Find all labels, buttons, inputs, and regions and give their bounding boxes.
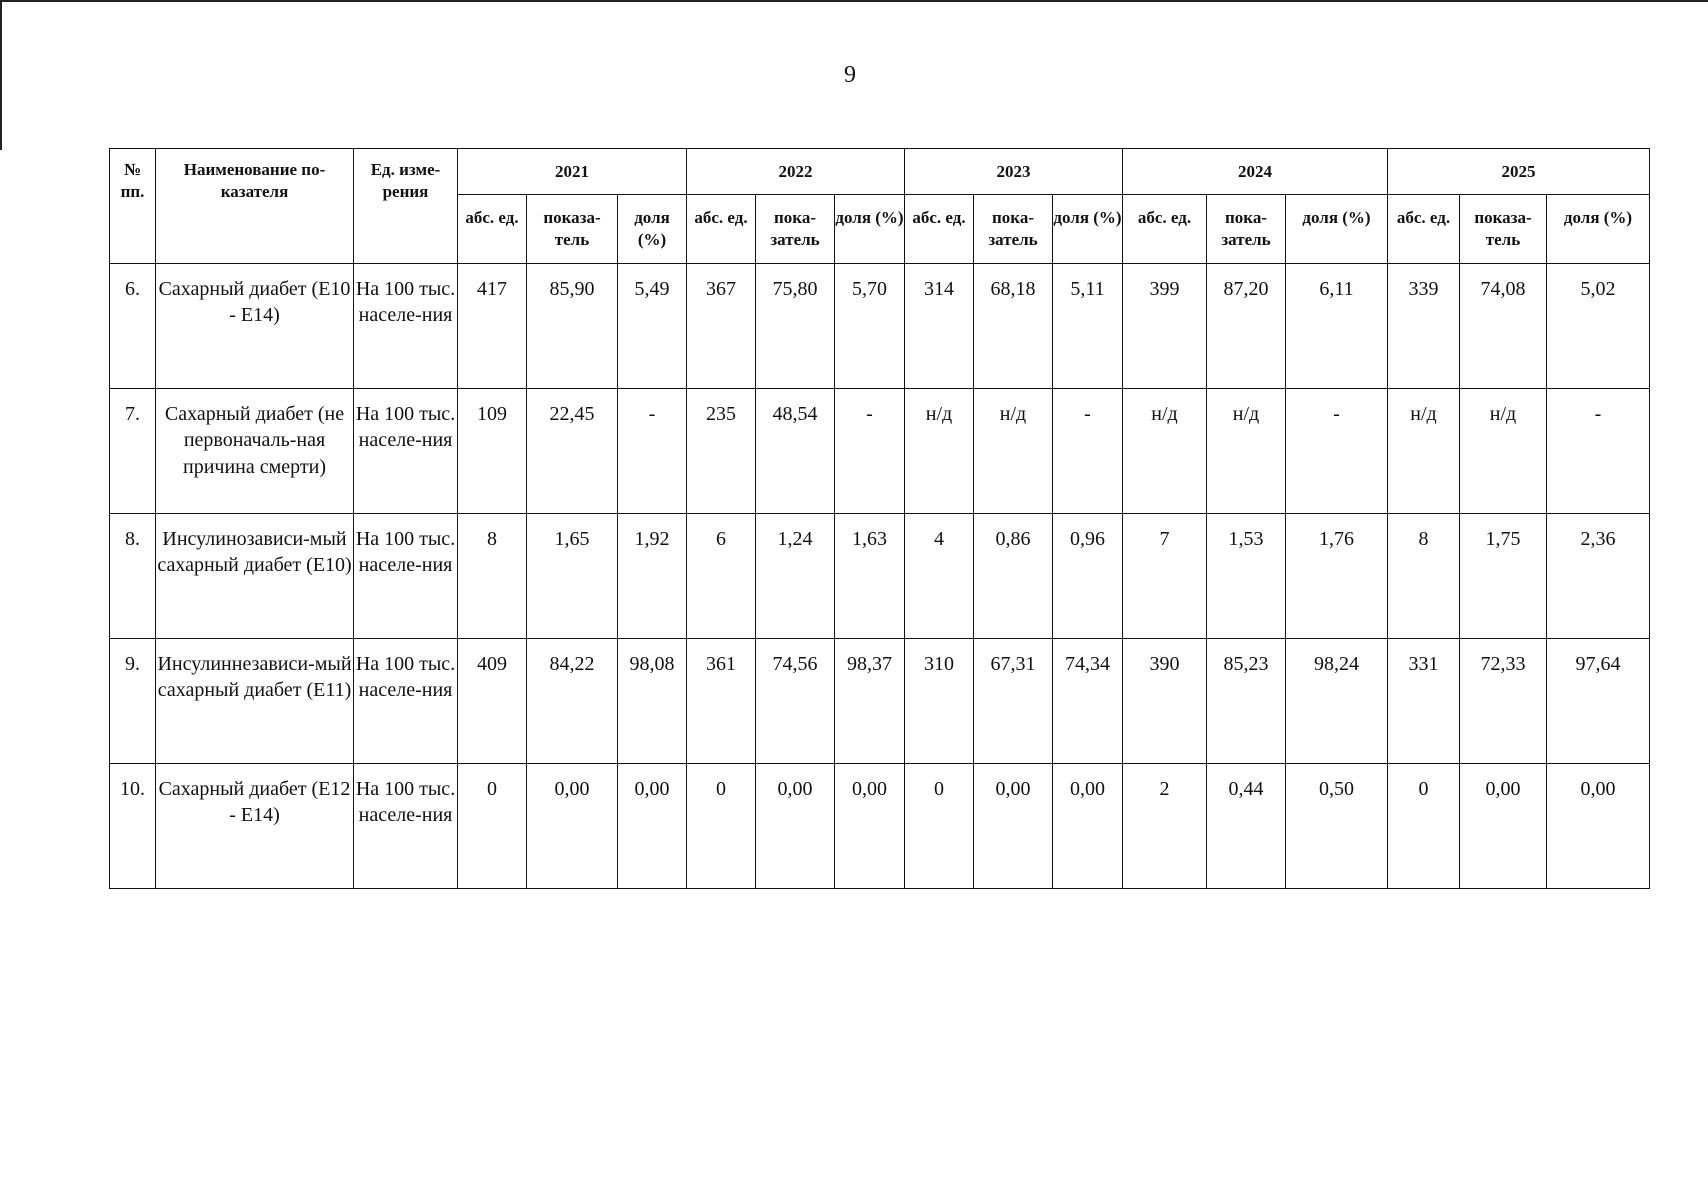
header-share: доля (%) (618, 195, 687, 264)
header-year: 2021 (458, 149, 687, 195)
value-cell: 6,11 (1286, 264, 1388, 389)
value-cell: н/д (974, 389, 1053, 514)
value-cell: 0,00 (527, 764, 618, 889)
value-cell: 109 (458, 389, 527, 514)
header-num: № пп. (110, 149, 156, 264)
value-cell: 85,23 (1207, 639, 1286, 764)
value-cell: 0,00 (1460, 764, 1547, 889)
header-rate: пока-затель (756, 195, 835, 264)
value-cell: 48,54 (756, 389, 835, 514)
header-abs: абс. ед. (1388, 195, 1460, 264)
value-cell: - (618, 389, 687, 514)
value-cell: 4 (905, 514, 974, 639)
header-unit: Ед. изме-рения (354, 149, 458, 264)
header-share: доля (%) (1547, 195, 1650, 264)
header-rate: показа-тель (527, 195, 618, 264)
value-cell: 0,50 (1286, 764, 1388, 889)
value-cell: 0,00 (618, 764, 687, 889)
value-cell: - (835, 389, 905, 514)
header-share: доля (%) (1286, 195, 1388, 264)
value-cell: 0,96 (1053, 514, 1123, 639)
table-row (110, 389, 1650, 514)
value-cell: 22,45 (527, 389, 618, 514)
value-cell: 74,08 (1460, 264, 1547, 389)
value-cell: 0,00 (835, 764, 905, 889)
value-cell: 0,86 (974, 514, 1053, 639)
header-abs: абс. ед. (905, 195, 974, 264)
value-cell: 98,37 (835, 639, 905, 764)
header-year: 2024 (1123, 149, 1388, 195)
value-cell: н/д (1460, 389, 1547, 514)
row-number: 7. (110, 389, 156, 514)
indicator-name: Инсулиннезависи-мый сахарный диабет (Е11) (156, 639, 354, 764)
value-cell: 2,36 (1547, 514, 1650, 639)
value-cell: 0,00 (974, 764, 1053, 889)
value-cell: 0,44 (1207, 764, 1286, 889)
value-cell: 5,02 (1547, 264, 1650, 389)
header-rate: пока-затель (1207, 195, 1286, 264)
header-share: доля (%) (835, 195, 905, 264)
value-cell: 5,11 (1053, 264, 1123, 389)
value-cell: 361 (687, 639, 756, 764)
value-cell: 417 (458, 264, 527, 389)
indicator-name: Сахарный диабет (Е12 - Е14) (156, 764, 354, 889)
value-cell: 8 (458, 514, 527, 639)
indicator-name: Сахарный диабет (не первоначаль-ная причина смерти) (156, 389, 354, 514)
indicator-table (109, 148, 1650, 889)
header-year: 2022 (687, 149, 905, 195)
indicator-name: Инсулинозависи-мый сахарный диабет (Е10) (156, 514, 354, 639)
value-cell: 0 (458, 764, 527, 889)
value-cell: 399 (1123, 264, 1207, 389)
value-cell: 8 (1388, 514, 1460, 639)
value-cell: 1,53 (1207, 514, 1286, 639)
value-cell: 1,63 (835, 514, 905, 639)
row-number: 8. (110, 514, 156, 639)
value-cell: 409 (458, 639, 527, 764)
row-number: 9. (110, 639, 156, 764)
unit-cell: На 100 тыс. населе-ния (354, 264, 458, 389)
value-cell: н/д (1123, 389, 1207, 514)
header-row-years (110, 149, 1650, 195)
value-cell: н/д (1207, 389, 1286, 514)
value-cell: 68,18 (974, 264, 1053, 389)
row-number: 10. (110, 764, 156, 889)
value-cell: 5,70 (835, 264, 905, 389)
value-cell: 67,31 (974, 639, 1053, 764)
value-cell: 98,24 (1286, 639, 1388, 764)
value-cell: 0 (1388, 764, 1460, 889)
value-cell: 87,20 (1207, 264, 1286, 389)
value-cell: 97,64 (1547, 639, 1650, 764)
value-cell: 0,00 (756, 764, 835, 889)
value-cell: - (1547, 389, 1650, 514)
value-cell: 235 (687, 389, 756, 514)
value-cell: 310 (905, 639, 974, 764)
unit-cell: На 100 тыс. населе-ния (354, 514, 458, 639)
scan-edge-top (0, 0, 1708, 2)
value-cell: 1,24 (756, 514, 835, 639)
value-cell: 1,75 (1460, 514, 1547, 639)
value-cell: 5,49 (618, 264, 687, 389)
value-cell: 390 (1123, 639, 1207, 764)
value-cell: - (1053, 389, 1123, 514)
scan-edge-left (0, 0, 2, 150)
header-abs: абс. ед. (687, 195, 756, 264)
value-cell: 98,08 (618, 639, 687, 764)
header-name: Наименование по-казателя (156, 149, 354, 264)
header-abs: абс. ед. (458, 195, 527, 264)
value-cell: 85,90 (527, 264, 618, 389)
value-cell: 0 (687, 764, 756, 889)
header-year: 2025 (1388, 149, 1650, 195)
value-cell: 1,65 (527, 514, 618, 639)
value-cell: 0 (905, 764, 974, 889)
value-cell: н/д (905, 389, 974, 514)
header-rate: пока-затель (974, 195, 1053, 264)
header-abs: абс. ед. (1123, 195, 1207, 264)
value-cell: 367 (687, 264, 756, 389)
value-cell: 0,00 (1547, 764, 1650, 889)
value-cell: 7 (1123, 514, 1207, 639)
indicator-name: Сахарный диабет (Е10 - Е14) (156, 264, 354, 389)
value-cell: 75,80 (756, 264, 835, 389)
value-cell: 2 (1123, 764, 1207, 889)
value-cell: 0,00 (1053, 764, 1123, 889)
value-cell: 1,76 (1286, 514, 1388, 639)
table-row (110, 514, 1650, 639)
table-row (110, 764, 1650, 889)
value-cell: 339 (1388, 264, 1460, 389)
unit-cell: На 100 тыс. населе-ния (354, 389, 458, 514)
unit-cell: На 100 тыс. населе-ния (354, 764, 458, 889)
value-cell: 1,92 (618, 514, 687, 639)
page-number: 9 (844, 62, 856, 88)
value-cell: 72,33 (1460, 639, 1547, 764)
value-cell: 74,56 (756, 639, 835, 764)
table-row (110, 639, 1650, 764)
value-cell: 331 (1388, 639, 1460, 764)
value-cell: 314 (905, 264, 974, 389)
header-rate: показа-тель (1460, 195, 1547, 264)
value-cell: 74,34 (1053, 639, 1123, 764)
value-cell: н/д (1388, 389, 1460, 514)
value-cell: 84,22 (527, 639, 618, 764)
table-row (110, 264, 1650, 389)
row-number: 6. (110, 264, 156, 389)
header-share: доля (%) (1053, 195, 1123, 264)
unit-cell: На 100 тыс. населе-ния (354, 639, 458, 764)
header-year: 2023 (905, 149, 1123, 195)
value-cell: - (1286, 389, 1388, 514)
value-cell: 6 (687, 514, 756, 639)
